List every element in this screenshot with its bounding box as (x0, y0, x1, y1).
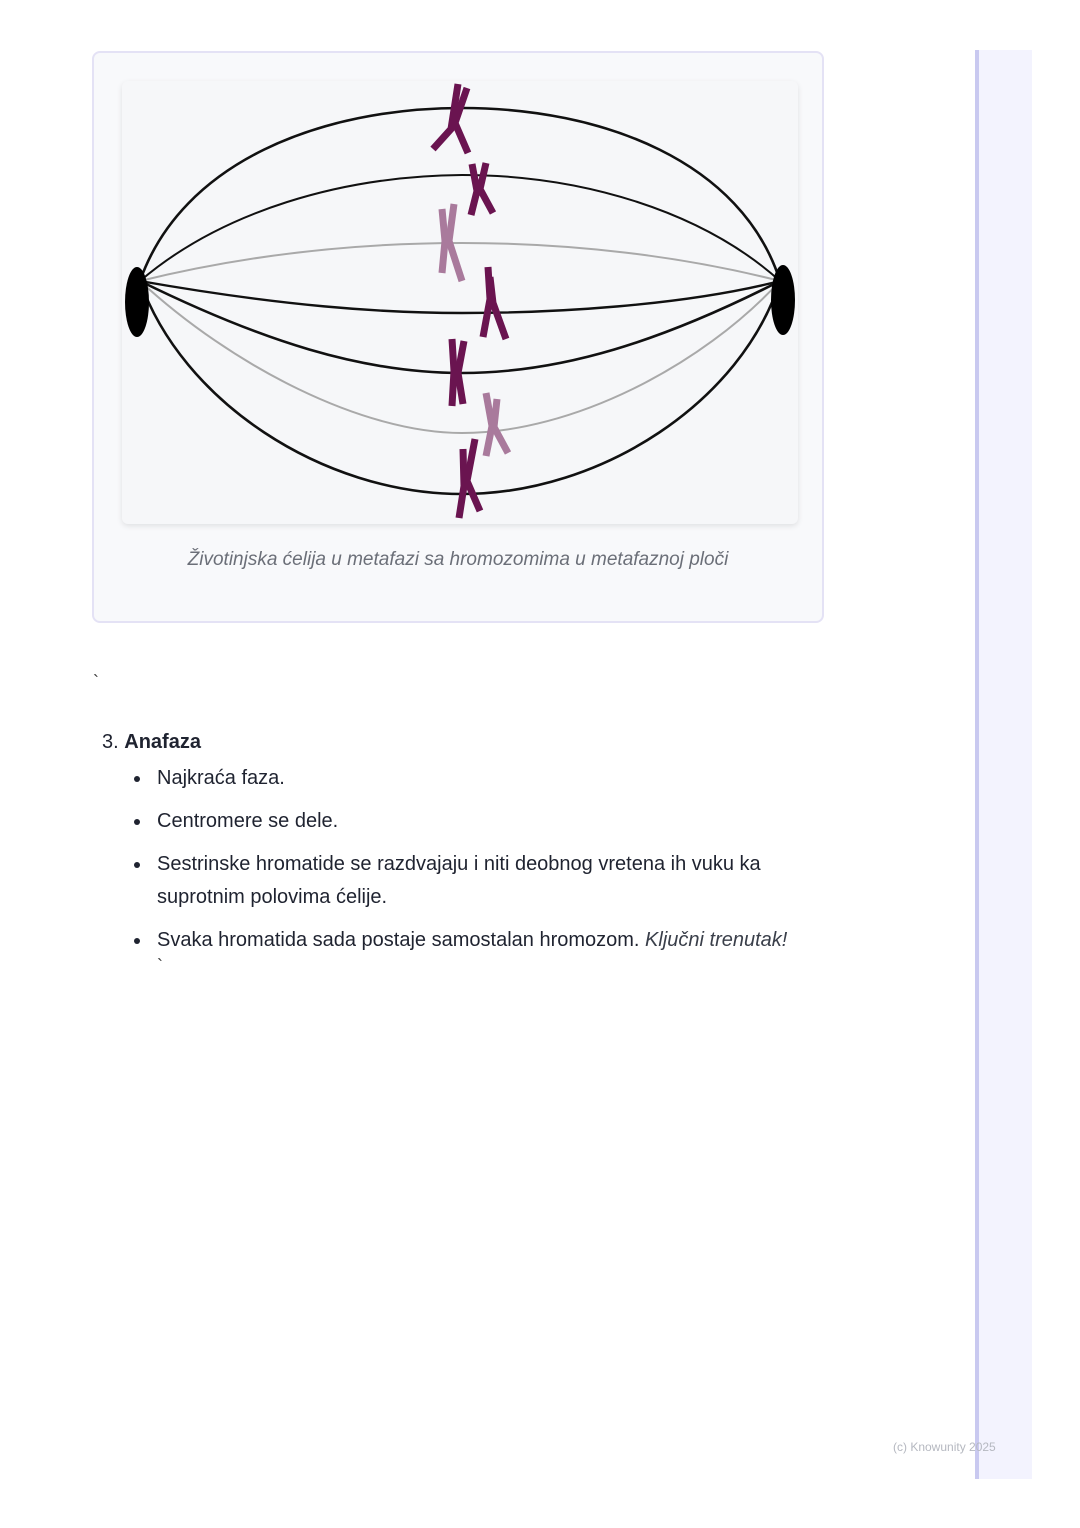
bullet-list (131, 762, 821, 967)
section-heading (102, 731, 201, 754)
chromosome (483, 267, 506, 339)
chromosome (486, 393, 508, 456)
trailing-tick: ` (157, 956, 163, 976)
section-number: 3. (102, 731, 119, 753)
metaphase-illustration (122, 81, 798, 524)
side-panel (975, 50, 1032, 1479)
chromosome (459, 439, 480, 518)
copyright-notice: (c) Knowunity 2025 (893, 1440, 996, 1454)
list-item-text: Svaka hromatida sada postaje samostalan hromozom. (157, 929, 640, 951)
list-item: Centromere se dele. (131, 805, 821, 838)
figure-card (92, 51, 824, 623)
separator-tick: ` (93, 672, 99, 692)
metaphase-cell-diagram (122, 81, 798, 524)
centrosome-right (771, 265, 795, 335)
chromosome (433, 84, 468, 153)
spindle-fiber (140, 281, 780, 313)
section-title: Anafaza (124, 731, 201, 753)
chromosome (471, 163, 493, 215)
centrosome-left (125, 267, 149, 337)
key-moment-emphasis: Ključni trenutak! (645, 929, 788, 951)
list-item: Sestrinske hromatide se razdvajaju i niti deobnog vretena ih vuku ka suprotnim polovima ćelije. (131, 848, 821, 914)
list-item: Najkraća faza. (131, 762, 821, 795)
list-item (131, 924, 821, 957)
figure-caption: Životinjska ćelija u metafazi sa hromozomima u metafaznoj ploči (187, 549, 729, 570)
